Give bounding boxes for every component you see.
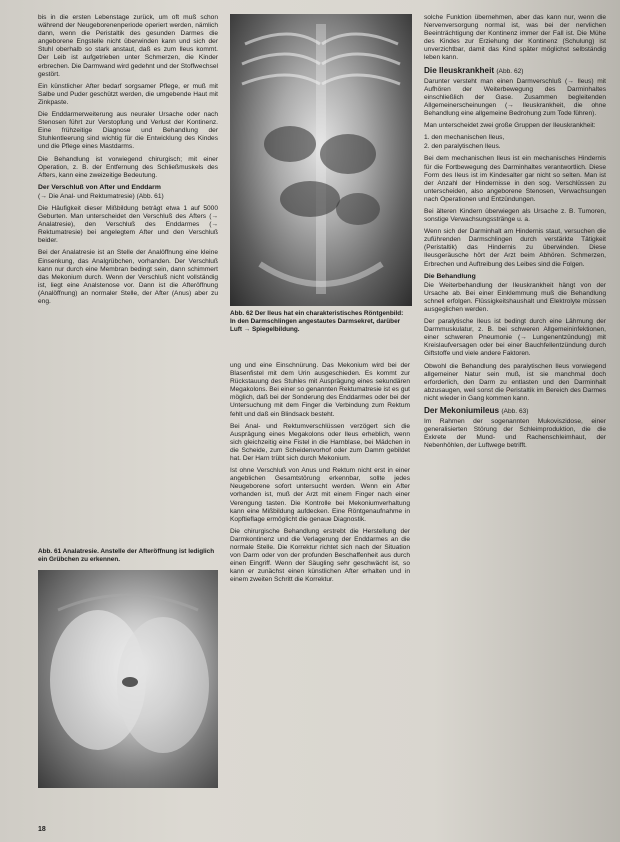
paragraph: Ein künstlicher After bedarf sorgsamer Pflege, er muß mit Salbe und Puder geschützt werden, die umgebende Haut mit Zinkpaste.	[38, 82, 218, 106]
list-item: 2. den paralytischen Ileus.	[424, 143, 501, 151]
page-number: 18	[38, 826, 46, 833]
paragraph: Der paralytische Ileus ist bedingt durch eine Lähmung der Darmmuskulatur, z. B. bei schweren Allgemeininfektionen, einer schweren Pneumonie (→ Lungenentzündung) mit Kreislaufversagen oder bei einer Bauchfellentzündung durch Giftstoffe und viele andere Faktoren.	[424, 318, 606, 358]
heading-ref: (Abb. 62)	[496, 67, 524, 75]
paragraph: Bei dem mechanischen Ileus ist ein mechanisches Hindernis für die Fortbewegung des Darminhaltes verantwortlich. Diese Form des Ileus ist im Kindesalter gar nicht so selten. Man ist der Anzahl der Hindernisse in den sog. Verschlüssen zu unterscheiden, also angeborene Stenosen, Verwachsungen nach Operationen und Entzündungen.	[424, 155, 606, 203]
figure-caption-62: Abb. 62 Der Ileus hat ein charakteristisches Röntgenbild: In den Darmschlingen angestautes Darmsekret, darüber Luft → Spiegelbildung.	[230, 310, 404, 333]
heading-text: Der Mekoniumileus	[424, 406, 500, 416]
text-column-middle	[230, 362, 410, 822]
paragraph: Man unterscheidet zwei große Gruppen der Ileuskrankheit:	[424, 122, 596, 130]
list-item: 1. den mechanischen Ileus,	[424, 134, 505, 142]
section-heading-behandlung: Die Behandlung	[424, 272, 476, 280]
paragraph: Bei der Analatresie ist an Stelle der Analöffnung eine kleine Einsenkung, das Analgrübchen, vorhanden. Der Verschluß kann nur durch eine Membran bedingt sein, dann schimmert das Mekonium durch. Wenn der Verschluß nicht vollständig ist, liegt eine Analstenose vor. Dann ist die Afteröffnung (Analöffnung) an normaler Stelle, der After (Anus) aber zu eng.	[38, 249, 218, 305]
text-column-right	[424, 14, 606, 829]
paragraph: Ist ohne Verschluß von Anus und Rektum nicht erst in einer angeblichen Gesamtstörung erkennbar, sollte jedes Neugeborene sofort untersucht werden. Wenn ein After vorhanden ist, muß der Arzt mit einem Finger nach einer Verengung tasten. Die Kontrolle bei Mekoniumverhaltung kann eine Mißbildung aufdecken. Eine Röntgenaufnahme in Kopftieflage ermöglicht die genaue Diagnostik.	[230, 467, 410, 523]
paragraph: bis in die ersten Lebenstage zurück, um oft muß schon während der Neugeborenenperiode operiert werden, nämlich dann, wenn die Peristaltik des gesunden Darmes die angeborene Engstelle nicht überwinden kann und sich der Stuhl oberhalb so stark anstaut, daß es zum Ileus kommt. Der Leib ist aufgetrieben unter Schmerzen, die Kinder erbrechen. Die Darmwand wird gedehnt und der Stoffwechsel gestört.	[38, 14, 218, 78]
figure-photo-analatresie	[38, 570, 218, 788]
section-subheading: (→ Die Anal- und Rektumatresie) (Abb. 61)	[38, 192, 164, 200]
section-heading: Der Verschluß von After und Enddarm	[38, 183, 161, 191]
heading-text: Die Ileuskrankheit	[424, 65, 495, 75]
paragraph: Im Rahmen der sogenannten Mukoviszidose, einer generalisierten Störung der Schleimproduktion, die die Exkrete der Mund- und Rachenschleimhaut, der Nebenhöhlen, der Luftwege betrifft.	[424, 418, 606, 450]
figure-caption-61: Abb. 61 Analatresie. Anstelle der Afteröffnung ist lediglich ein Grübchen zu erkennen.	[38, 548, 215, 563]
paragraph: Die Häufigkeit dieser Mißbildung beträgt etwa 1 auf 5000 Geburten. Man unterscheidet den Verschluß des Afters (→ Analatresie), den Verschluß des Enddarmes (→ Rektumatresie) bei angelegtem After und den Verschluß beider.	[38, 204, 218, 245]
paragraph: Darunter versteht man einen Darmverschluß (→ Ileus) mit Aufhören der Weiterbewegung des Darminhaltes einschließlich der Gase. Zusammen begleitenden Allgemeinerscheinungen (→ Ileuskrankheit, die ohne Behandlung eine allgemeine Bedrohung zum Tode führen).	[424, 77, 606, 118]
heading-ref: (Abb. 63)	[501, 408, 529, 416]
paragraph: Die Enddarmerweiterung aus neuraler Ursache oder nach Stenosen führt zur Verstopfung und Verlust der Kontinenz. Eine frühzeitige Diagnose und Behandlung der Stuhlentleerung sind wichtig für die Entwicklung des Kindes und die Pflege eines Mastdarms.	[38, 111, 218, 151]
paragraph: Die chirurgische Behandlung erstrebt die Herstellung der Darmkontinenz und die Verlagerung der Enddarmes an die normale Stelle. Die Korrektur richtet sich nach der Situation von Darm oder von der profunden Beschaffenheit aus durch einen Eingriff. Wenn der Säugling sehr geschwächt ist, so kann er zunächst einen künstlichen After erhalten und in einem zweiten Schritt die Korrektur.	[230, 527, 410, 584]
paragraph: Bei älteren Kindern überwiegen als Ursache z. B. Tumoren, sonstige Verwachsungsstränge u. a.	[424, 207, 606, 224]
paragraph: Wenn sich der Darminhalt am Hindernis staut, versuchen die zuführenden Darmschlingen durch verstärkte Tätigkeit (Peristaltik) das Hindernis zu überwinden. Diese Ileusgeräusche hört der Arzt beim Abhören. Schmerzen, Erbrechen und Auftreibung des Leibes sind die Folgen.	[424, 228, 606, 268]
paragraph: Obwohl die Behandlung des paralytischen Ileus vorwiegend allgemeiner Natur sein muß, ist sie manchmal doch erforderlich, den Darm zu entlasten und den Darminhalt abzusaugen, weil sonst die Peristaltik im Bereich des Darmes nicht wieder in Gang kommen kann.	[424, 362, 606, 402]
paragraph: Bei Anal- und Rektumverschlüssen verzögert sich die Ausprägung eines Megakolons oder Ileus erheblich, wenn sich gleichzeitig eine Fistel in die Harnblase, bei Mädchen in die Scheide, zum Scheidenvorhof oder zum Damm gebildet hat. Der Harn trübt sich durch Mekonium.	[230, 422, 410, 463]
section-heading-ileus	[424, 67, 606, 76]
paragraph: Die Behandlung ist vorwiegend chirurgisch; mit einer Operation, z. B. der Entfernung des Schließmuskels des Afters, kann eine zweizeitige Bedeutung.	[38, 155, 218, 179]
section-heading-mekoniumileus	[424, 407, 606, 416]
text-column-left	[38, 14, 218, 554]
figure-xray-ileus	[230, 14, 412, 306]
paragraph: solche Funktion übernehmen, aber das kann nur, wenn die Nervenversorgung normal ist, was bei der nervlichen Beeinträchtigung der Kontinenz immer der Fall ist. Die Mühe des Kindes zur Erziehung der Kontinenz (Schulung) ist unverzichtbar, damit das Kind später möglichst selbständig leben kann.	[424, 14, 606, 62]
paragraph: Die Weiterbehandlung der Ileuskrankheit hängt von der Ursache ab. Bei einer Einklemmung muß die Behandlung schnell erfolgen. Flüssigkeitshaushalt und Elektrolyte müssen ausgeglichen werden.	[424, 281, 606, 313]
paragraph: ung und eine Einschnürung. Das Mekonium wird bei der Blasenfistel mit dem Urin ausgeschieden. Es kommt zur Rückstauung des Stuhles mit Ausprägung eines sekundären Megakolons. Bei einer so genannten Rektumatresie ist es gut möglich, daß bei der Sonderung des Enddarmes oder bei der Untersuchung mit dem Finger die Verbindung zum Rektum fehlt und daß ein Blindsack besteht.	[230, 362, 410, 418]
